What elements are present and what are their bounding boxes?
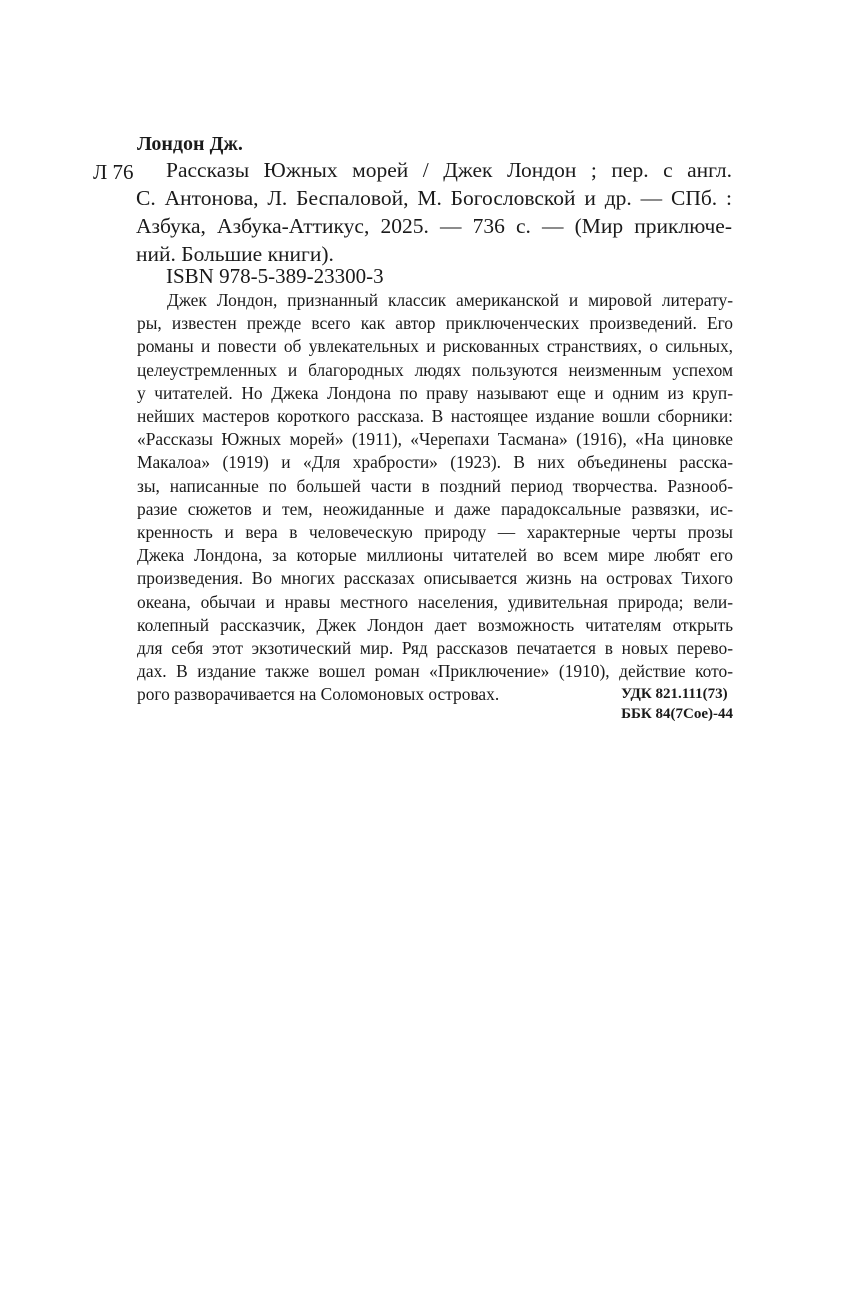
annotation-line: океана, обычаи и нравы местного населения, удивительная природа; вели-	[137, 591, 733, 612]
bibliographic-line: ний. Большие книги).	[136, 242, 334, 266]
author-heading: Лондон Дж.	[137, 133, 243, 155]
udk-code: УДК 821.111(73)	[621, 686, 728, 702]
bibliographic-line: С. Антонова, Л. Беспаловой, М. Богословской и др. — СПб. :	[136, 186, 732, 210]
annotation-line: колепный рассказчик, Джек Лондон дает возможность читателям открыть	[137, 614, 733, 635]
library-code: Л 76	[93, 160, 134, 184]
annotation-line: кренность и вера в человеческую природу — характерные черты прозы	[137, 522, 733, 543]
annotation-line: Джек Лондон, признанный классик американской и мировой литерату-	[167, 290, 733, 310]
annotation-text	[137, 289, 733, 707]
annotation-line: разие сюжетов и тем, неожиданные и даже парадоксальные развязки, ис-	[137, 498, 733, 519]
annotation-line: зы, написанные по большей части в поздний период творчества. Разнооб-	[137, 475, 733, 496]
bibliographic-line: Азбука, Азбука-Аттикус, 2025. — 736 с. — (Мир приключе-	[136, 214, 732, 238]
annotation-line: у читателей. Но Джека Лондона по праву называют еще и одним из круп-	[137, 382, 733, 403]
annotation-line: романы и повести об увлекательных и рискованных странствиях, о сильных,	[137, 336, 733, 357]
annotation-line-wrapped: «Рассказы Южных морей» (1911), «Черепахи Тасмана» (1916), «На циновке Макалоа» (1919) и «Для храбрости» (1923). В них объединены расска-	[137, 429, 733, 473]
annotation-line: рого разворачивается на Соломоновых островах.	[137, 684, 500, 705]
annotation-line: нейших мастеров короткого рассказа. В настоящее издание вошли сборники:	[137, 406, 733, 427]
classification-codes	[621, 684, 733, 724]
annotation-line: произведения. Во многих рассказах описывается жизнь на островах Тихого	[137, 568, 733, 589]
annotation-line: дах. В издание также вошел роман «Приключение» (1910), действие кото-	[137, 661, 733, 682]
bbk-code: ББК 84(7Сое)-44	[621, 706, 733, 722]
isbn-number: ISBN 978-5-389-23300-3	[166, 264, 384, 288]
annotation-line: для себя этот экзотический мир. Ряд рассказов печатается в новых перево-	[137, 638, 733, 659]
annotation-line	[137, 428, 733, 474]
bibliographic-line: Рассказы Южных морей / Джек Лондон ; пер. с англ.	[166, 158, 732, 182]
annotation-line: Джека Лондона, за которые миллионы читателей во всем мире любят его	[137, 545, 733, 566]
annotation-line: целеустремленных и благородных людях пользуются неизменным успехом	[137, 359, 733, 380]
bibliographic-description	[136, 156, 732, 268]
annotation-line: ры, известен прежде всего как автор приключенческих произведений. Его	[137, 313, 733, 334]
